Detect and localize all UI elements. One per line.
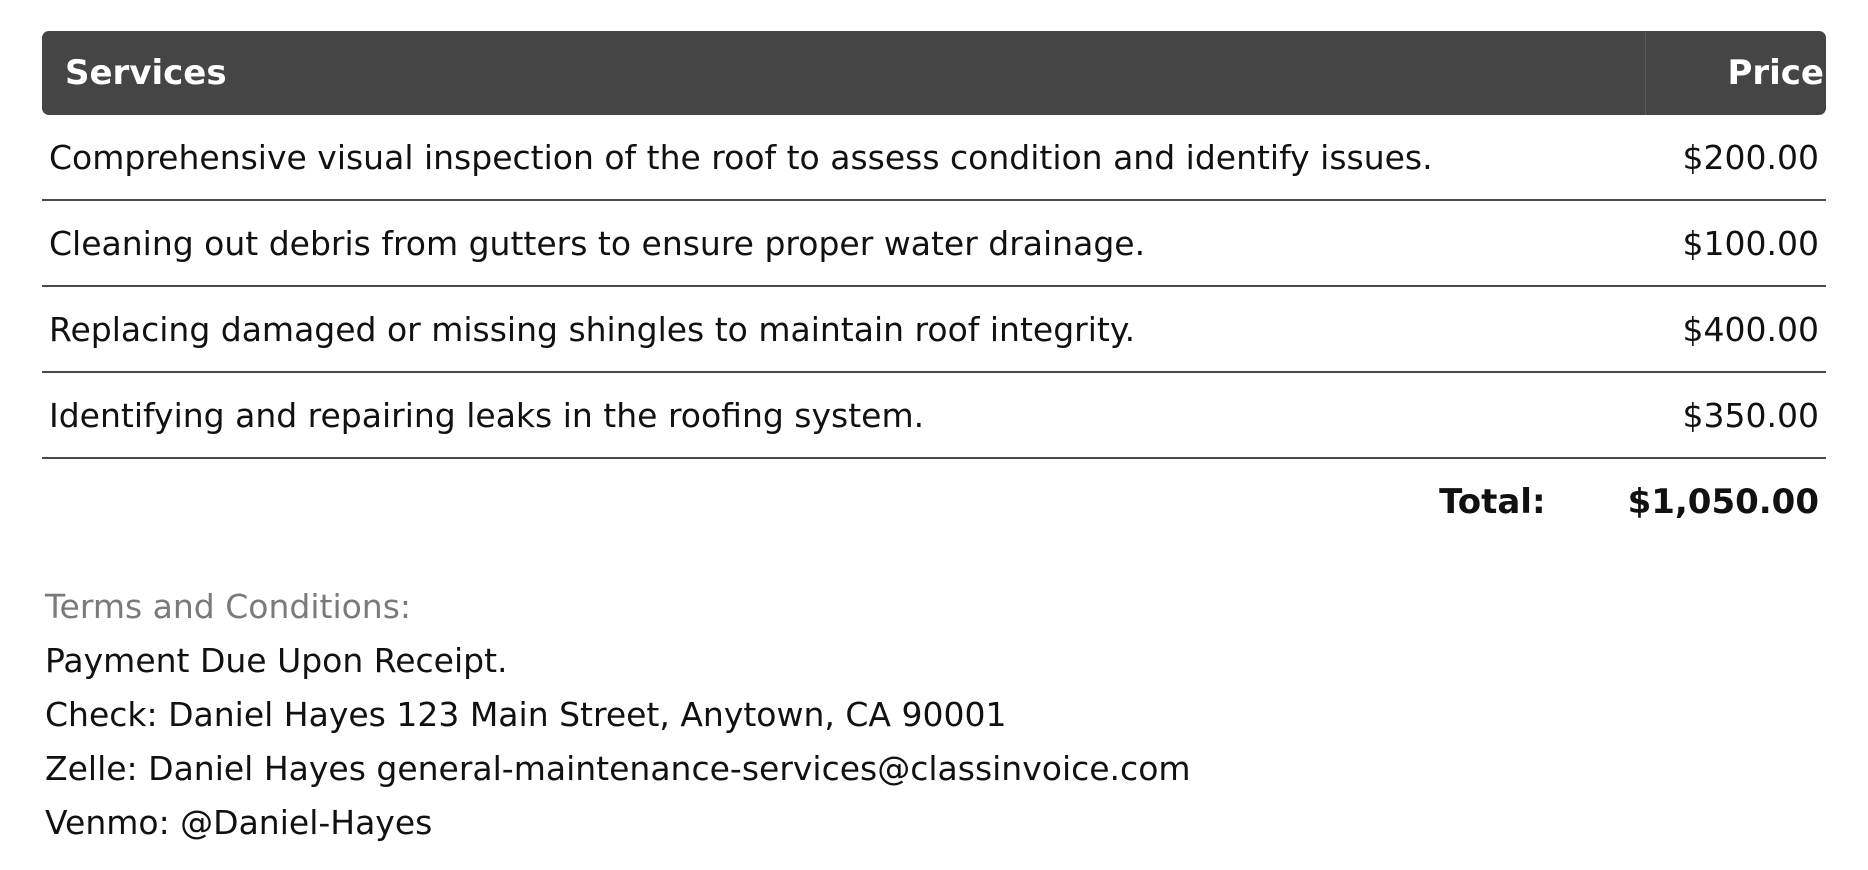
service-rows	[42, 115, 1826, 459]
terms-payment-due: Payment Due Upon Receipt.	[45, 641, 508, 680]
table-row	[42, 373, 1826, 459]
service-description: Comprehensive visual inspection of the roof to assess condition and identify issues.	[49, 137, 1433, 177]
table-row	[42, 115, 1826, 201]
service-description: Cleaning out debris from gutters to ensure proper water drainage.	[49, 223, 1146, 263]
total-row	[42, 459, 1826, 545]
service-price: $350.00	[1682, 395, 1819, 435]
service-description: Identifying and repairing leaks in the roofing system.	[49, 395, 925, 435]
table-row	[42, 287, 1826, 373]
header-price: Price	[1727, 53, 1824, 93]
header-services: Services	[42, 31, 1646, 115]
total-label: Total:	[1439, 482, 1546, 522]
terms-zelle-info: Zelle: Daniel Hayes general-maintenance-services@classinvoice.com	[45, 749, 1191, 788]
total-value: $1,050.00	[1627, 482, 1819, 522]
service-description: Replacing damaged or missing shingles to maintain roof integrity.	[49, 309, 1136, 349]
invoice-services-table	[42, 31, 1826, 545]
service-price: $200.00	[1682, 137, 1819, 177]
service-price: $100.00	[1682, 223, 1819, 263]
terms-title: Terms and Conditions:	[45, 587, 412, 626]
terms-section	[45, 580, 1191, 850]
table-header	[42, 31, 1826, 115]
table-row	[42, 201, 1826, 287]
terms-check-info: Check: Daniel Hayes 123 Main Street, Anytown, CA 90001	[45, 695, 1007, 734]
terms-venmo-info: Venmo: @Daniel-Hayes	[45, 803, 433, 842]
service-price: $400.00	[1682, 309, 1819, 349]
